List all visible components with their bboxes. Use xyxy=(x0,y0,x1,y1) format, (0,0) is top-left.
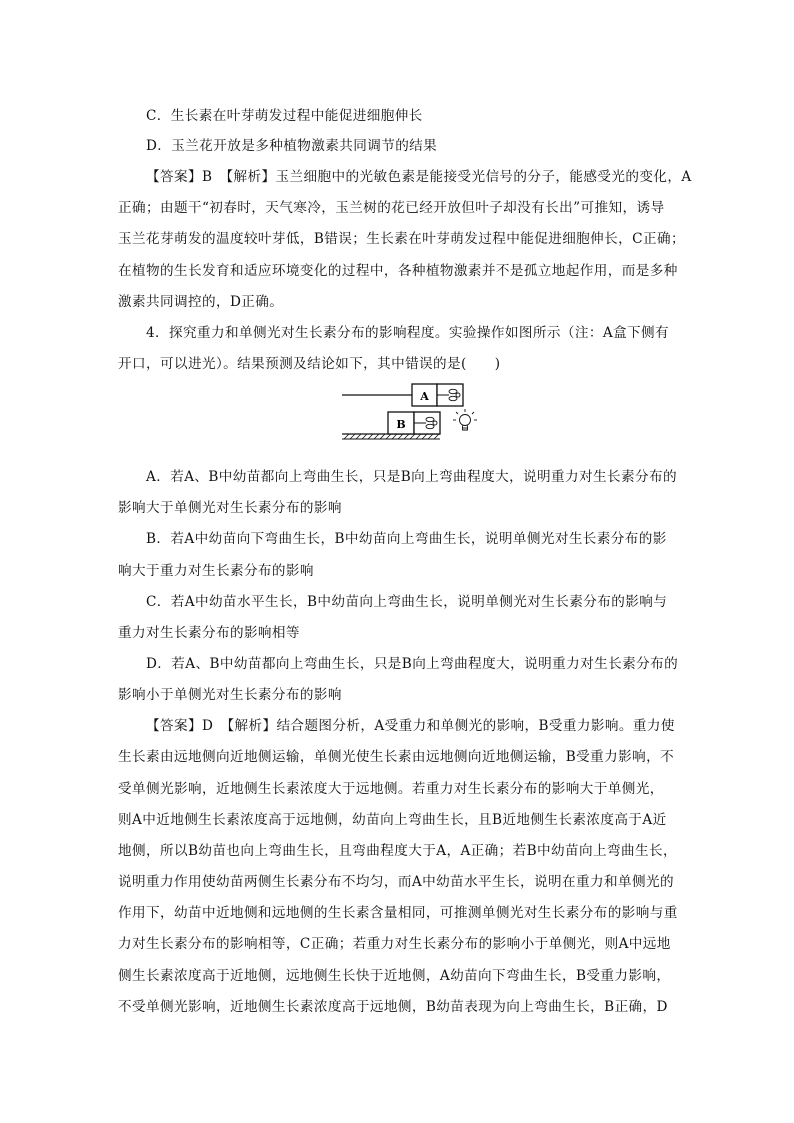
answer-q4-line-9: 侧生长素浓度高于近地侧，远地侧生长快于近地侧，A幼苗向下弯曲生长，B受重力影响， xyxy=(118,968,671,984)
box-a-label: A xyxy=(420,390,429,403)
answer-q3-line-2: 正确；由题干“初春时，天气寒冷，玉兰树的花已经开放但叶子却没有长出”可推知，诱导 xyxy=(118,200,665,216)
ground-hatch xyxy=(342,434,440,439)
answer-q4-line-1: 【答案】D 【解析】结合题图分析，A受重力和单侧光的影响，B受重力影响。重力使 xyxy=(146,718,675,734)
option-a-q4-line-1: A．若A、B中幼苗都向上弯曲生长，只是B向上弯曲程度大，说明重力对生长素分布的 xyxy=(146,469,677,485)
box-a xyxy=(412,384,463,406)
option-c-q4-line-2: 重力对生长素分布的影响相等 xyxy=(118,625,300,641)
box-b-label: B xyxy=(396,418,406,431)
answer-q4-line-10: 不受单侧光影响，近地侧生长素浓度高于远地侧，B幼苗表现为向上弯曲生长，B正确，D xyxy=(118,999,668,1015)
answer-q3-line-5: 激素共同调控的，D正确。 xyxy=(118,294,284,310)
answer-q4-line-2: 生长素由远地侧向近地侧运输，单侧光使生长素由远地侧向近地侧运输，B受重力影响，不 xyxy=(118,749,675,765)
light-bulb-icon xyxy=(453,409,477,430)
option-d-q3: D．玉兰花开放是多种植物激素共同调节的结果 xyxy=(146,138,438,154)
question-4-line-1: 4．探究重力和单侧光对生长素分布的影响程度。实验操作如图所示（注：A盒下侧有 xyxy=(146,325,670,341)
answer-q3-line-4: 在植物的生长发育和适应环境变化的过程中，各种植物激素并不是孤立地起作用，而是多种 xyxy=(118,263,678,279)
answer-q4-line-8: 力对生长素分布的影响相等，C正确；若重力对生长素分布的影响小于单侧光，则A中远地 xyxy=(118,936,671,952)
answer-q3-line-3: 玉兰花芽萌发的温度较叶芽低，B错误；生长素在叶芽萌发过程中能促进细胞伸长，C正确； xyxy=(118,231,685,247)
option-b-q4-line-1: B．若A中幼苗向下弯曲生长，B中幼苗向上弯曲生长，说明单侧光对生长素分布的影 xyxy=(146,531,667,547)
option-b-q4-line-2: 响大于重力对生长素分布的影响 xyxy=(118,563,314,579)
option-d-q4-line-1: D．若A、B中幼苗都向上弯曲生长，只是B向上弯曲程度大，说明重力对生长素分布的 xyxy=(146,656,679,672)
answer-q4-line-5: 地侧，所以B幼苗也向上弯曲生长，且弯曲程度大于A，A正确；若B中幼苗向上弯曲生长， xyxy=(118,843,677,859)
box-b xyxy=(388,412,440,434)
option-c-q3: C．生长素在叶芽萌发过程中能促进细胞伸长 xyxy=(146,108,423,124)
answer-q4-line-3: 受单侧光影响，近地侧生长素浓度大于远地侧。若重力对生长素分布的影响大于单侧光， xyxy=(118,781,664,797)
answer-q4-line-4: 则A中近地侧生长素浓度高于远地侧，幼苗向上弯曲生长，且B近地侧生长素浓度高于A近 xyxy=(118,812,667,828)
question-4-line-2: 开口，可以进光）。结果预测及结论如下，其中错误的是( ) xyxy=(118,356,501,372)
answer-q4-line-6: 说明重力作用使幼苗两侧生长素分布不均匀，而A中幼苗水平生长，说明在重力和单侧光的 xyxy=(118,874,674,890)
option-d-q4-line-2: 影响小于单侧光对生长素分布的影响 xyxy=(118,687,342,703)
option-a-q4-line-2: 影响大于单侧光对生长素分布的影响 xyxy=(118,500,342,516)
answer-q4-line-7: 作用下，幼苗中近地侧和远地侧的生长素含量相同，可推测单侧光对生长素分布的影响与重 xyxy=(118,905,678,921)
option-c-q4-line-1: C．若A中幼苗水平生长，B中幼苗向上弯曲生长，说明单侧光对生长素分布的影响与 xyxy=(146,594,668,610)
answer-q3-line-1: 【答案】B 【解析】玉兰细胞中的光敏色素是能接受光信号的分子，能感受光的变化，A xyxy=(146,169,692,185)
experiment-figure xyxy=(340,382,485,446)
